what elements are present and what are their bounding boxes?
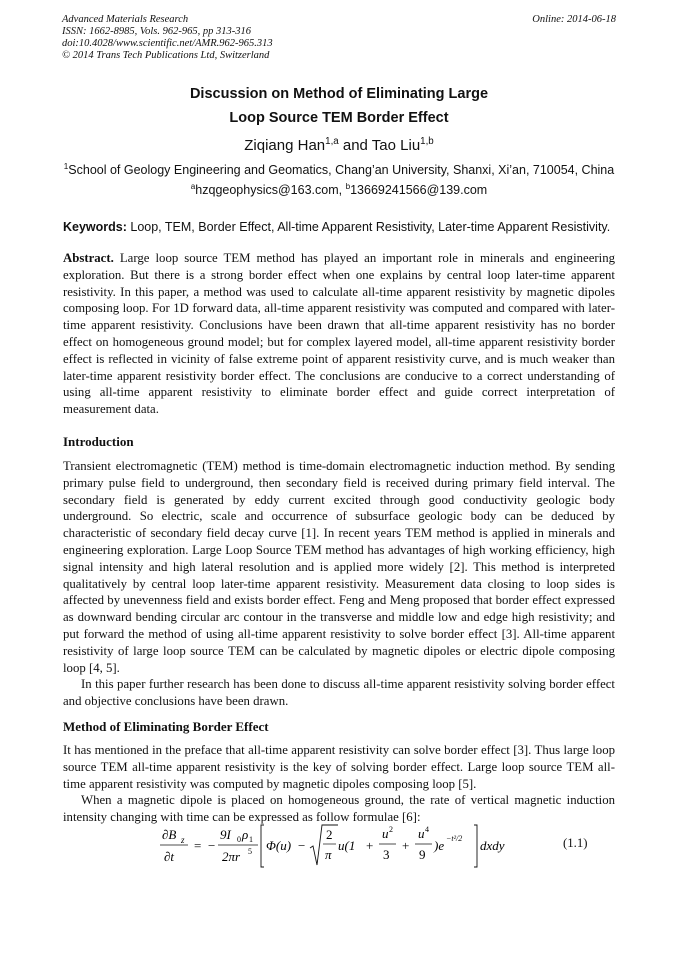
email-link[interactable]: 13669241566@139.com [350,183,488,197]
equation-number: (1.1) [563,836,588,850]
eq-frac2-num: u [418,826,425,841]
method-body [63,742,615,826]
journal-name: Advanced Materials Research [62,14,189,25]
author-emails [0,183,678,197]
email-superscript: b [345,181,351,191]
introduction-body [63,458,615,710]
affiliation-text: School of Geology Engineering and Geomatics, Chang’an University, Shanxi, Xi’an, 710054, China [68,163,615,177]
email-superscript: a [190,181,196,191]
eq-coef-rho: ρ [242,827,249,842]
eq-coef-sub: 0 [237,835,241,844]
eq-frac2-num-sup: 4 [425,825,429,834]
abstract [63,250,615,418]
section-heading: Introduction [63,434,134,449]
author-separator: and [338,137,372,154]
eq-minus: − [298,838,306,853]
affiliation [0,163,678,177]
keywords [63,220,615,234]
eq-lhs-num: ∂B [162,827,177,842]
author-superscript: 1,b [420,136,434,147]
eq-plus: + [366,838,374,853]
eq-dxdy: dxdy [480,838,505,853]
online-date: Online: 2014-06-18 [532,14,616,25]
eq-frac2-den: 9 [419,847,426,862]
title-line-1: Discussion on Method of Eliminating Large [189,86,489,102]
eq-u-term: u(1 [338,838,356,853]
eq-exp-sup: −t²/2 [446,834,463,843]
eq-coef-num: 9I [220,827,231,842]
author-name: Ziqiang Han [244,137,326,154]
eq-lhs-num-sub: z [181,835,185,845]
eq-sqrt-num: 2 [326,827,333,842]
author-superscript: 1,a [325,136,339,147]
keywords-text: Loop, TEM, Border Effect, All-time Apparent Resistivity, Later-time Apparent Resistivity. [126,220,611,234]
eq-coef-sub: 1 [249,835,253,844]
paragraph: In this paper further research has been done to discuss all-time apparent resistivity solving border effect and objective conclusions have been drawn. [63,677,615,709]
issn-line: ISSN: 1662-8985, Vols. 962-965, pp 313-316 [62,26,251,37]
author-list [0,137,678,154]
paragraph: Transient electromagnetic (TEM) method is time-domain electromagnetic induction method. By sending primary pulse field to underground, then secondary field is received during primary field interval. The secondary field is generated by eddy current excited through good conductivity geologic body underground. So electric, scale and occurrence of subsurface geologic body can be deduced by characteristic of secondary field decay curve [1]. In recent years TEM method is applied in minerals and engineering exploration. Large Loop Source TEM method has advantages of high working efficiency, high signal intensity and high lateral resolution and is applied more widely [2]. This method is interpreted qualitatively by central loop later-time apparent resistivity. Measurement data closing to loop sides is affected by unevenness field and exists border effect. Feng and Meng proposed that border effect expressed as downward bending circular arc contour in the transverse and middle low and edge high resistivity; and put forward the method of using all-time apparent resistivity to solve border effect [3]. All-time apparent resistivity of large loop source TEM can be calculated by magnetic dipoles or electric dipole composing loop [4, 5]. [63,459,615,675]
paragraph: It has mentioned in the preface that all-time apparent resistivity can solve border effect [3]. Thus large loop source TEM all-time apparent resistivity is the key of solving border effect. Large loop source TEM all-time apparent resistivity was computed by magnetic dipoles composing loop [5]. [63,743,615,791]
author-name: Tao Liu [371,137,421,154]
eq-coef-den-sup: 5 [248,847,252,856]
eq-phi: Φ(u) [266,838,292,853]
eq-minus: − [208,838,216,853]
eq-exp-base: )e [434,838,445,853]
equation-1-1 [160,822,590,870]
eq-plus: + [402,838,410,853]
eq-frac1-num: u [382,826,389,841]
abstract-text: Large loop source TEM method has played an important role in minerals and engineering exploration. But there is a strong border effect when one explains by central loop later-time apparent resistivity. In this paper, a method was used to calculate all-time apparent resistivity by magnetic dipoles composing loop. For 1D forward data, all-time apparent resistivity was computed and compared with later-time apparent resistivity. Conclusions have been drawn that all-time apparent resistivity has no border effect on homogeneous ground model; but for complex layered model, all-time apparent resistivity border effect is reflected in vicinity of false extreme point of apparent resistivity curve, and is much weaker than later-time apparent resistivity border effect. The conclusions are conducive to a correct understanding of using all-time apparent resistivity to eliminate border effect and guide correct interpretation of measurement data. [63,251,615,417]
eq-lhs-den: ∂t [164,849,175,864]
journal-header [62,14,273,62]
paper-title [0,82,678,130]
doi-line: doi:10.4028/www.scientific.net/AMR.962-965.313 [62,38,273,49]
title-line-2: Loop Source TEM Border Effect [229,110,449,126]
eq-frac1-num-sup: 2 [389,825,393,834]
section-heading: Method of Eliminating Border Effect [63,719,269,734]
eq-coef-den: 2πr [222,849,241,864]
keywords-label: Keywords: [63,220,127,234]
copyright-line: © 2014 Trans Tech Publications Ltd, Switzerland [62,50,270,61]
eq-sqrt-den: π [325,847,332,862]
affiliation-superscript: 1 [63,161,69,171]
eq-frac1-den: 3 [383,847,390,862]
paragraph: When a magnetic dipole is placed on homogeneous ground, the rate of vertical magnetic induction intensity changing with time can be expressed as follow formulae [6]: [63,793,615,825]
eq-equals: = [194,838,202,853]
abstract-label: Abstract. [63,251,114,265]
email-link[interactable]: hzqgeophysics@163.com, [195,183,346,197]
